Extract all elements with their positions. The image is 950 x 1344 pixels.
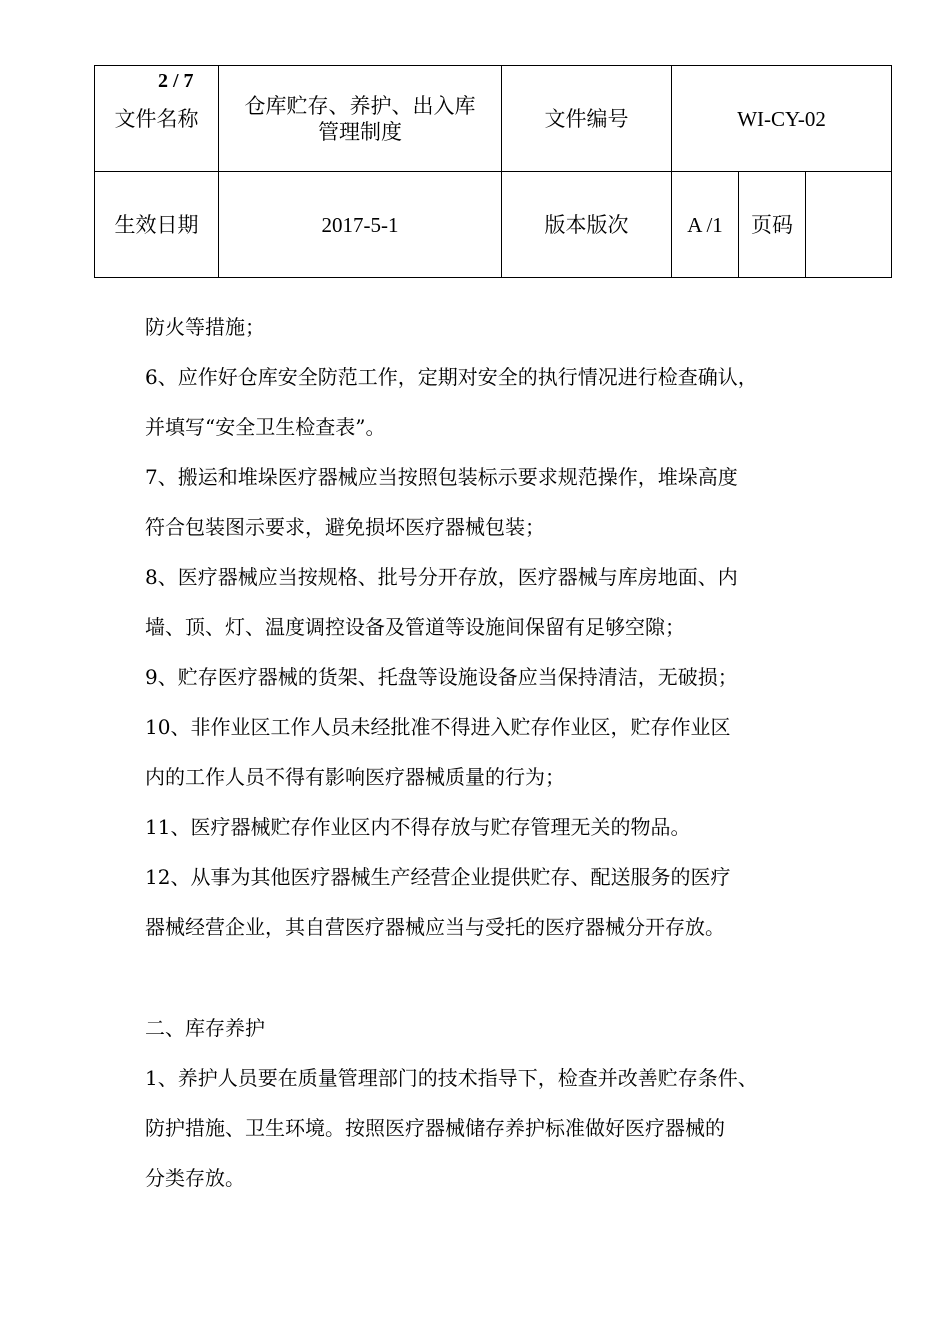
body-line: 7、搬运和堆垛医疗器械应当按照包装标示要求规范操作，堆垛高度 <box>145 465 738 489</box>
section-heading: 二、库存养护 <box>145 1016 265 1040</box>
file-number-value-text: WI-CY-02 <box>737 106 826 131</box>
body-line: 10、非作业区工作人员未经批准不得进入贮存作业区，贮存作业区 <box>145 715 731 739</box>
file-number-value <box>672 66 892 172</box>
page-value <box>806 172 892 278</box>
version-label <box>502 172 672 278</box>
file-name-label-text: 文件名称 <box>114 106 199 131</box>
file-name-value-line2: 管理制度 <box>318 119 402 144</box>
file-number-label-text: 文件编号 <box>544 106 629 131</box>
file-name-label <box>95 66 219 172</box>
file-name-value-line1: 仓库贮存、养护、出入库 <box>244 93 476 118</box>
body-line: 防护措施、卫生环境。按照医疗器械储存养护标准做好医疗器械的 <box>145 1116 725 1140</box>
header-row-1 <box>95 66 892 172</box>
body-line: 12、从事为其他医疗器械生产经营企业提供贮存、配送服务的医疗 <box>145 865 731 889</box>
body-line: 防火等措施； <box>145 315 265 339</box>
body-line: 8、医疗器械应当按规格、批号分开存放，医疗器械与库房地面、内 <box>145 565 738 589</box>
effective-date-value <box>219 172 502 278</box>
body-line: 器械经营企业，其自营医疗器械应当与受托的医疗器械分开存放。 <box>145 915 725 939</box>
body-line: 分类存放。 <box>145 1166 245 1190</box>
body-line: 并填写“安全卫生检查表”。 <box>145 415 386 439</box>
page-label <box>739 172 806 278</box>
document-body <box>145 302 845 1203</box>
body-line: 墙、顶、灯、温度调控设备及管道等设施间保留有足够空隙； <box>145 615 685 639</box>
page-label-text: 页码 <box>751 212 793 237</box>
version-value <box>672 172 739 278</box>
page-indicator: 2 / 7 <box>158 70 194 92</box>
body-line: 符合包装图示要求，避免损坏医疗器械包装； <box>145 515 545 539</box>
effective-date-label-text: 生效日期 <box>114 212 199 237</box>
body-line: 内的工作人员不得有影响医疗器械质量的行为； <box>145 765 565 789</box>
body-line: 9、贮存医疗器械的货架、托盘等设施设备应当保持清洁，无破损； <box>145 665 738 689</box>
file-number-label <box>502 66 672 172</box>
file-name-value <box>219 66 502 172</box>
effective-date-label <box>95 172 219 278</box>
version-label-text: 版本版次 <box>544 212 629 237</box>
paragraph-gap <box>145 952 845 1003</box>
body-line: 11、医疗器械贮存作业区内不得存放与贮存管理无关的物品。 <box>145 815 691 839</box>
body-line: 1、养护人员要在质量管理部门的技术指导下，检查并改善贮存条件、 <box>145 1066 758 1090</box>
document-header-table <box>94 65 892 278</box>
body-line: 6、应作好仓库安全防范工作，定期对安全的执行情况进行检查确认， <box>145 365 758 389</box>
version-value-text: A /1 <box>687 212 723 237</box>
header-row-2 <box>95 172 892 278</box>
effective-date-value-text: 2017-5-1 <box>321 212 399 237</box>
